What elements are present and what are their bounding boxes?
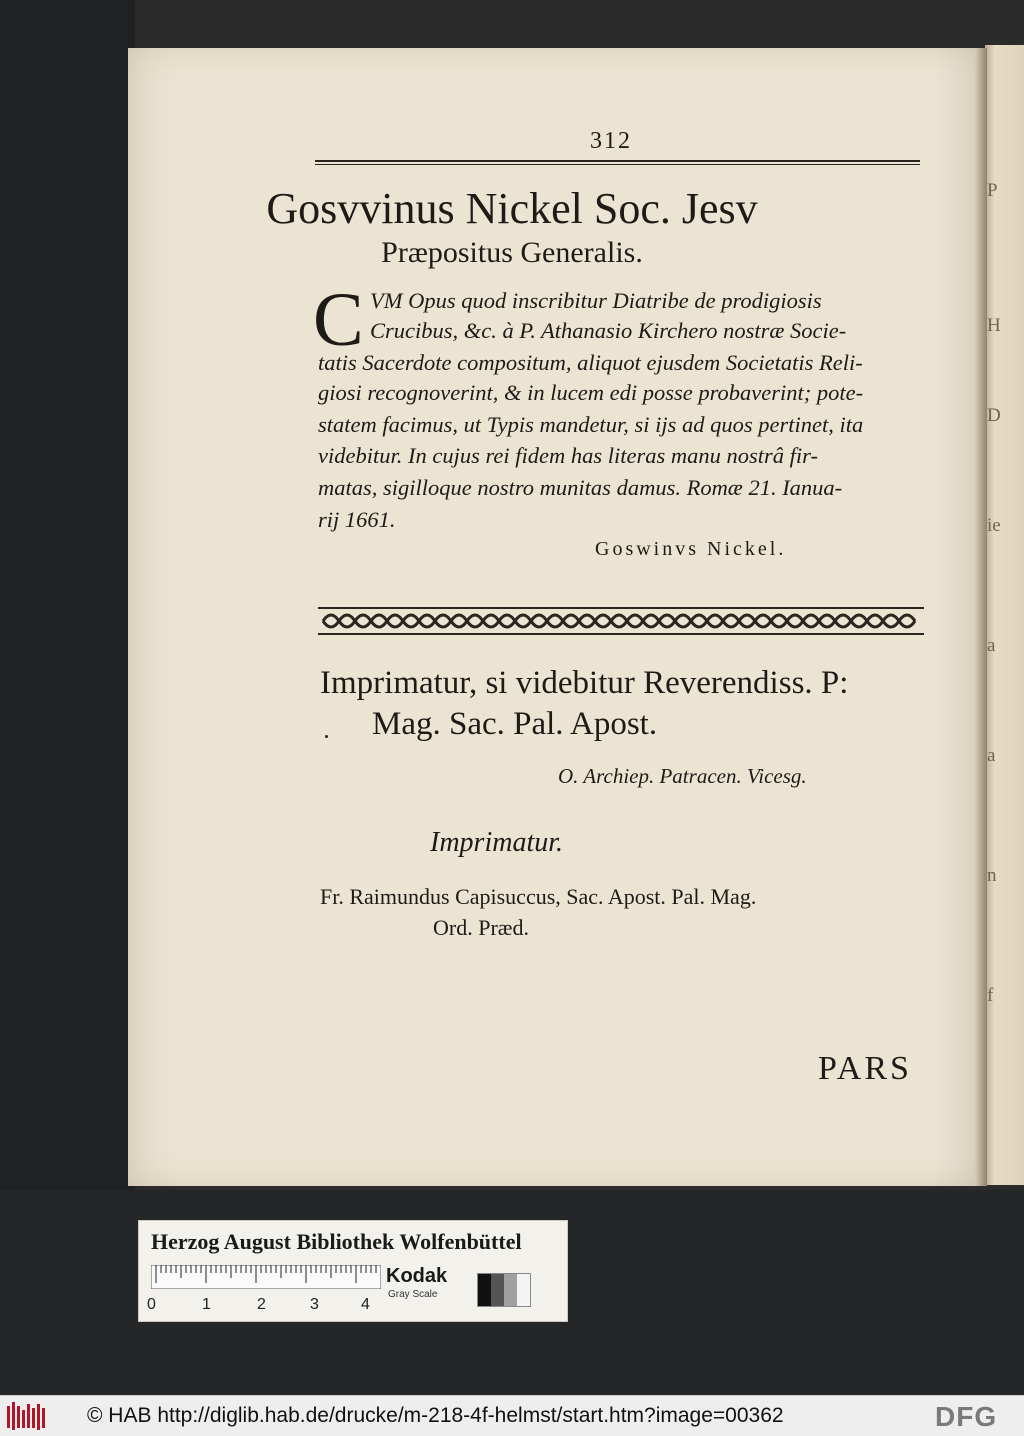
gray-patch: [517, 1274, 530, 1306]
imprimatur-line-2: Mag. Sac. Pal. Apost.: [372, 706, 658, 742]
page-subtitle: Præpositus Generalis.: [381, 236, 643, 269]
ruler-number: 3: [310, 1296, 319, 1313]
imprimatur-second: Imprimatur.: [430, 827, 564, 858]
body-line: Crucibus, &c. à P. Athanasio Kirchero nostræ Socie-: [370, 318, 847, 343]
ruler-number: 1: [202, 1296, 211, 1313]
scanner-backdrop: [0, 0, 135, 1190]
hab-logo-icon: [6, 1402, 48, 1430]
footer-bar: [0, 1395, 1024, 1436]
facing-page-fragment: H: [987, 315, 1001, 336]
gray-scale-label: Gray Scale: [388, 1289, 438, 1300]
master-signature-line-2: Ord. Præd.: [433, 915, 529, 940]
header-rule: [315, 160, 920, 162]
facing-page-fragment: f: [987, 985, 994, 1006]
kodak-logo: Kodak: [386, 1265, 448, 1287]
body-line: tatis Sacerdote compositum, aliquot ejusdem Societatis Reli-: [318, 350, 863, 375]
master-signature-line-1: Fr. Raimundus Capisuccus, Sac. Apost. Pal. Mag.: [320, 884, 757, 909]
imprimatur-line-1: Imprimatur, si videbitur Reverendiss. P:: [320, 665, 849, 701]
gray-patches: [477, 1273, 531, 1307]
page-number: 312: [590, 128, 632, 154]
facing-page-fragment: D: [987, 405, 1001, 426]
body-line: VM Opus quod inscribitur Diatribe de prodigiosis: [370, 288, 822, 313]
body-line: giosi recognoverint, & in lucem edi posse probaverint; pote-: [318, 380, 864, 405]
facing-page-fragment: P: [987, 180, 998, 201]
facing-page-fragment: a: [987, 635, 996, 656]
ornament-band-icon: [318, 604, 924, 638]
facing-page-fragment: ie: [987, 515, 1001, 536]
ruler-number: 2: [257, 1296, 266, 1313]
facing-page-fragment: n: [987, 865, 997, 886]
body-line: rij 1661.: [318, 507, 396, 532]
ink-speck: [325, 735, 328, 738]
body-line: statem facimus, ut Typis mandetur, si ijs ad quos pertinet, ita: [318, 412, 864, 437]
card-title: Herzog August Bibliothek Wolfenbüttel: [151, 1229, 522, 1254]
gray-patch: [478, 1274, 491, 1306]
signature: Goswinvs Nickel.: [595, 538, 787, 560]
header-rule-thin: [315, 164, 920, 165]
body-line: videbitur. In cujus rei fidem has literas manu nostrâ fir-: [318, 443, 818, 468]
facing-page-fragment: a: [987, 745, 996, 766]
ruler-number: 0: [147, 1296, 156, 1313]
color-target-card: [138, 1220, 568, 1322]
gray-patch: [504, 1274, 517, 1306]
body-line: matas, sigilloque nostro munitas damus. Romæ 21. Ianua-: [318, 475, 843, 500]
catchword: PARS: [818, 1050, 912, 1087]
ruler-number: 4: [361, 1296, 370, 1313]
gray-patch: [491, 1274, 504, 1306]
drop-capital: C: [313, 278, 364, 362]
source-credit[interactable]: © HAB http://diglib.hab.de/drucke/m-218-4f-helmst/start.htm?image=00362: [87, 1404, 784, 1427]
dfg-logo: DFG: [935, 1401, 998, 1432]
ruler-icon: [151, 1265, 381, 1289]
page-title: Gosvvinus Nickel Soc. Jesv: [266, 184, 758, 233]
vicegerent-signature: O. Archiep. Patracen. Vicesg.: [558, 764, 807, 788]
